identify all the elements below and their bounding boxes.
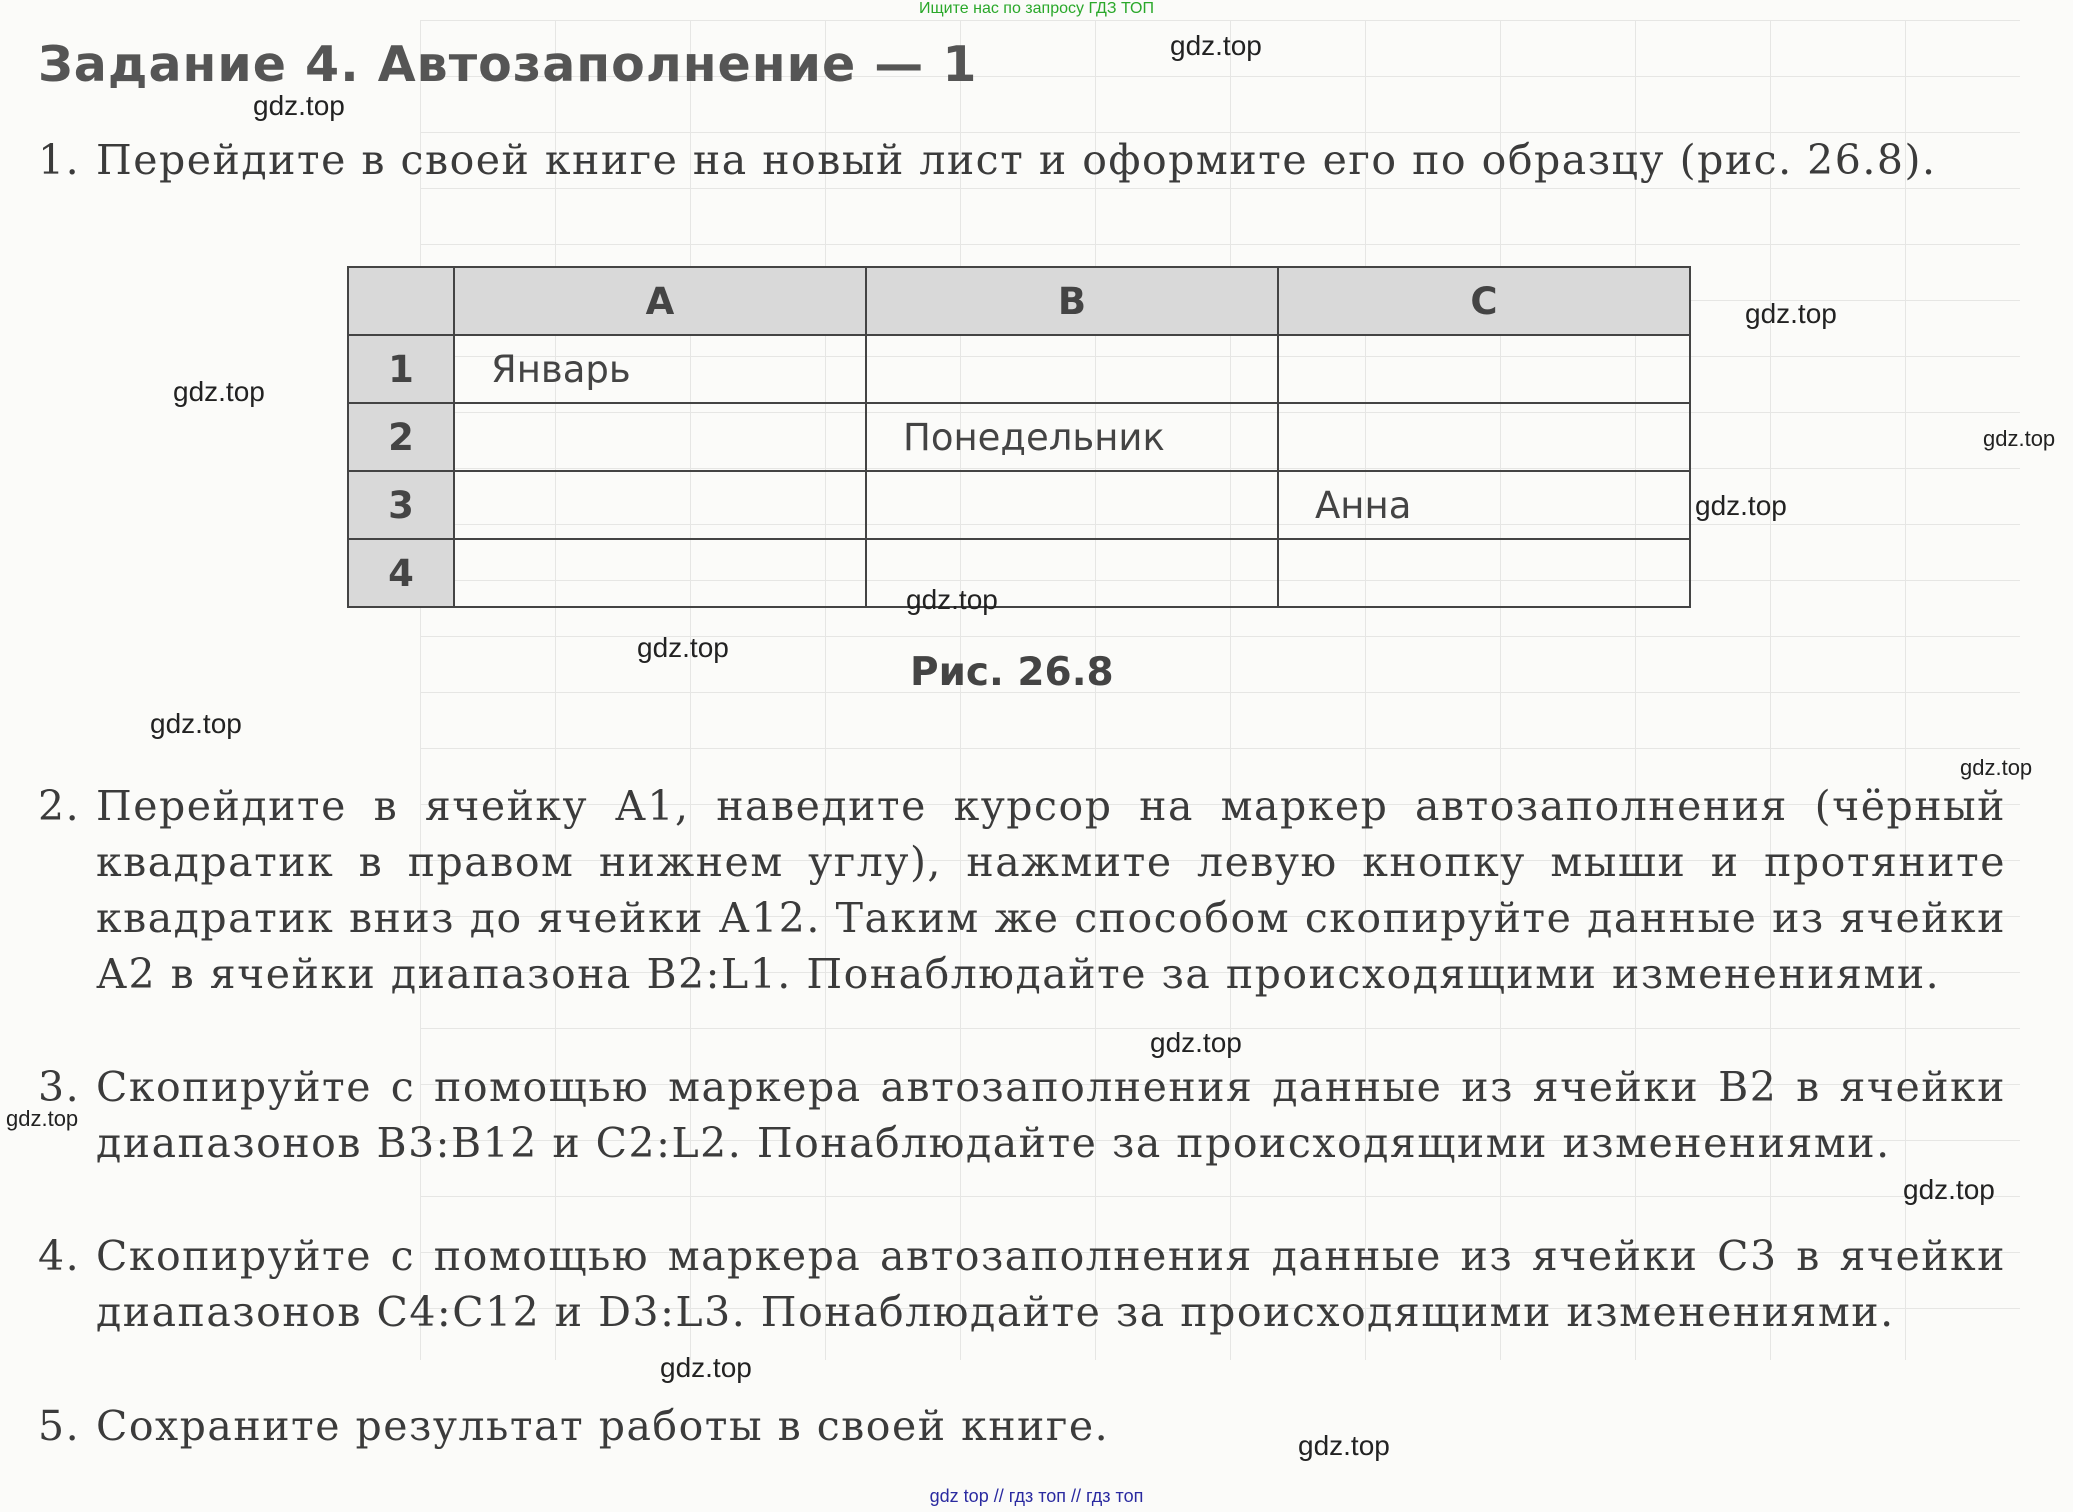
row-header: 1 xyxy=(348,335,454,403)
cell-a4 xyxy=(454,539,866,607)
watermark: gdz.top xyxy=(6,1106,79,1131)
row-header: 3 xyxy=(348,471,454,539)
watermark: gdz.top xyxy=(1983,426,2056,451)
step-text: Скопируйте с помощью маркера автозаполнения данные из ячейки С3 в ячейки диапазонов С4:С12 и D3:L3. Понаблюдайте за происходящими изменениями. xyxy=(96,1232,2006,1336)
cell-c2 xyxy=(1278,403,1690,471)
table-row xyxy=(348,539,1690,607)
figure-caption: Рис. 26.8 xyxy=(910,650,1114,695)
watermark: gdz.top xyxy=(637,632,729,663)
step-2 xyxy=(38,778,2006,1002)
step-text: Сохраните результат работы в своей книге. xyxy=(96,1402,1110,1450)
table-row xyxy=(348,335,1690,403)
step-text: Перейдите в ячейку А1, наведите курсор на маркер автозаполнения (чёрный квадратик в правом нижнем углу), нажмите левую кнопку мыши и протяните квадратик вниз до ячейки А12. Таким же способом скопируйте данные из ячейки А2 в ячейки диапазона В2:L1. Понаблюдайте за происходящими изменениями. xyxy=(96,782,2006,998)
column-header-c: C xyxy=(1278,267,1690,335)
watermark: gdz.top xyxy=(906,584,998,615)
watermark: gdz.top xyxy=(660,1352,752,1383)
watermark: gdz.top xyxy=(1745,298,1837,329)
step-number: 1. xyxy=(38,136,81,184)
watermark: gdz.top xyxy=(1903,1174,1995,1205)
cell-b3 xyxy=(866,471,1278,539)
cell-a1: Январь xyxy=(454,335,866,403)
row-header: 2 xyxy=(348,403,454,471)
watermark: gdz.top xyxy=(1298,1430,1390,1461)
step-number: 3. xyxy=(38,1063,81,1111)
watermark: gdz.top xyxy=(173,376,265,407)
step-4 xyxy=(38,1228,2006,1340)
corner-cell xyxy=(348,267,454,335)
step-number: 5. xyxy=(38,1402,81,1450)
step-number: 2. xyxy=(38,782,81,830)
step-1 xyxy=(38,132,2006,188)
cell-a3 xyxy=(454,471,866,539)
watermark: gdz.top xyxy=(1170,30,1262,61)
watermark: gdz.top xyxy=(253,90,345,121)
cell-a2 xyxy=(454,403,866,471)
column-header-a: A xyxy=(454,267,866,335)
cell-c3: Анна xyxy=(1278,471,1690,539)
cell-c4 xyxy=(1278,539,1690,607)
footer-links[interactable]: gdz top // гдз топ // гдз топ xyxy=(929,1486,1144,1506)
cell-b2: Понедельник xyxy=(866,403,1278,471)
table-row xyxy=(348,471,1690,539)
task-title: Задание 4. Автозаполнение — 1 xyxy=(38,36,978,93)
cell-b1 xyxy=(866,335,1278,403)
step-text: Перейдите в своей книге на новый лист и оформите его по образцу (рис. 26.8). xyxy=(96,136,1937,184)
step-number: 4. xyxy=(38,1232,81,1280)
top-banner[interactable]: Ищите нас по запросу ГДЗ ТОП xyxy=(919,0,1154,17)
watermark: gdz.top xyxy=(1150,1027,1242,1058)
table-row xyxy=(348,403,1690,471)
watermark: gdz.top xyxy=(1960,755,2033,780)
step-3 xyxy=(38,1059,2006,1171)
watermark: gdz.top xyxy=(150,708,242,739)
column-header-b: B xyxy=(866,267,1278,335)
column-header-row xyxy=(348,267,1690,335)
step-5 xyxy=(38,1398,2006,1454)
cell-c1 xyxy=(1278,335,1690,403)
row-header: 4 xyxy=(348,539,454,607)
step-text: Скопируйте с помощью маркера автозаполнения данные из ячейки В2 в ячейки диапазонов В3:В12 и С2:L2. Понаблюдайте за происходящими изменениями. xyxy=(96,1063,2006,1167)
spreadsheet-sample xyxy=(347,266,1691,608)
watermark: gdz.top xyxy=(1695,490,1787,521)
